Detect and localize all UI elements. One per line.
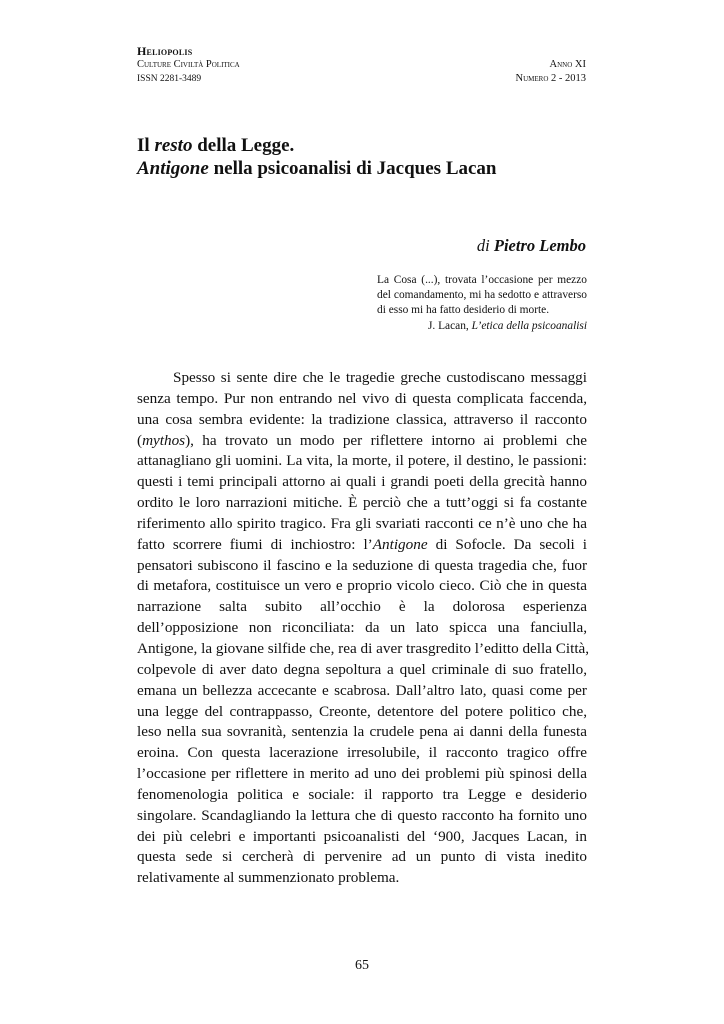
article-title [137,134,497,180]
body-line: leso nella sua sovranità, sentenzia la crudele pena ai danni della funesta [137,723,587,741]
body-line: relativamente al summenzionato problema. [137,869,400,887]
body-line: una cosa sembra evidente: la tradizione classica, attraverso il racconto [137,410,587,428]
body-line: eroina. Con questa lacerazione irresolubile, il racconto tragico offre [137,744,587,762]
author-name: Pietro Lembo [493,236,586,255]
issue-number: Numero 2 - 2013 [515,73,586,84]
title-italic: resto [154,135,193,156]
epigraph [377,273,587,334]
body-paragraph [137,368,590,889]
epigraph-text: La Cosa (...), trovata l’occasione per mezzo del comandamento, mi ha sedotto e attraverso di esso mi ha fatto desiderio di morte. [377,274,587,317]
journal-issn: ISSN 2281-3489 [137,74,202,84]
body-line: di metafora, costituisce un vero e proprio vicolo cieco. Ciò che in questa [137,577,587,595]
body-line: Antigone, la giovane silfide che, rea di aver trasgredito l’editto della Città, [137,639,590,657]
journal-header [137,44,240,86]
title-text: Il [137,135,155,156]
article-author [477,236,586,256]
issue-info [516,58,586,86]
body-line: l’occasione per riflettere in merito ad uno dei problemi più spinosi della [137,765,587,783]
body-line: colpevole di aver dato degna sepoltura a quel criminale di suo fratello, [137,660,587,678]
body-line: una legge del contrappasso, Creonte, detentore del potere politico che, [137,702,587,720]
body-line: senza tempo. Pur non entrando nel vivo di questa complicata faccenda, [137,389,587,407]
body-line: fatto scorrere fiumi di inchiostro: l’Antigone di Sofocle. Da secoli i [137,535,588,553]
page-number: 65 [355,958,369,973]
epigraph-source-author: J. Lacan, [427,319,472,332]
journal-subtitle: Culture Civiltà Politica [137,59,240,70]
body-line: riferimento allo spirito tragico. Fra gli svariati racconti ce n’è uno che ha [137,514,587,532]
body-line: (mythos), ha trovato un modo per riflettere intorno ai problemi che [137,431,587,449]
issue-year: Anno XI [549,59,586,70]
body-line: questa sede si cercherà di pervenire ad un punto di vista inedito [137,848,587,866]
body-line: dei più celebri e importanti psicoanalisti del ‘900, Jacques Lacan, in [137,827,587,845]
body-line: ordito le loro narrazioni mitiche. È perciò che a tutt’oggi si fa costante [137,494,587,512]
epigraph-source-work: L’etica della psicoanalisi [471,319,587,332]
epigraph-attribution [377,319,587,334]
journal-name: Heliopolis [137,44,193,58]
body-line: questi i temi principali attorno ai quali i grandi poeti della grecità hanno [137,473,587,491]
title-line-1 [137,134,497,157]
body-line: Spesso si sente dire che le tragedie greche custodiscano messaggi [173,369,587,386]
body-line: dell’opposizione non riconciliata: da un lato spicca una fanciulla, [137,619,587,637]
body-line: narrazione salta subito all’occhio è la dolorosa esperienza [137,598,587,616]
body-line: emana un bellezza accecante e scabrosa. Dall’altro lato, quasi come per [137,681,587,699]
title-line-2 [137,157,497,180]
body-line: singolare. Scandagliando la lettura che di questo racconto ha fornito uno [137,806,587,824]
title-text: nella psicoanalisi di Jacques Lacan [208,158,497,179]
title-text: della Legge. [192,135,295,156]
author-prefix: di [476,236,494,255]
body-line: fenomenologia politica e sociale: il rapporto tra Legge e desiderio [137,785,587,803]
body-line: attanagliano gli uomini. La vita, la morte, il potere, il destino, le passioni: [137,452,587,470]
title-italic: Antigone [137,158,209,179]
body-line: pensatori subiscono il fascino e la seduzione di questa tragedia che, fuor [137,556,587,574]
